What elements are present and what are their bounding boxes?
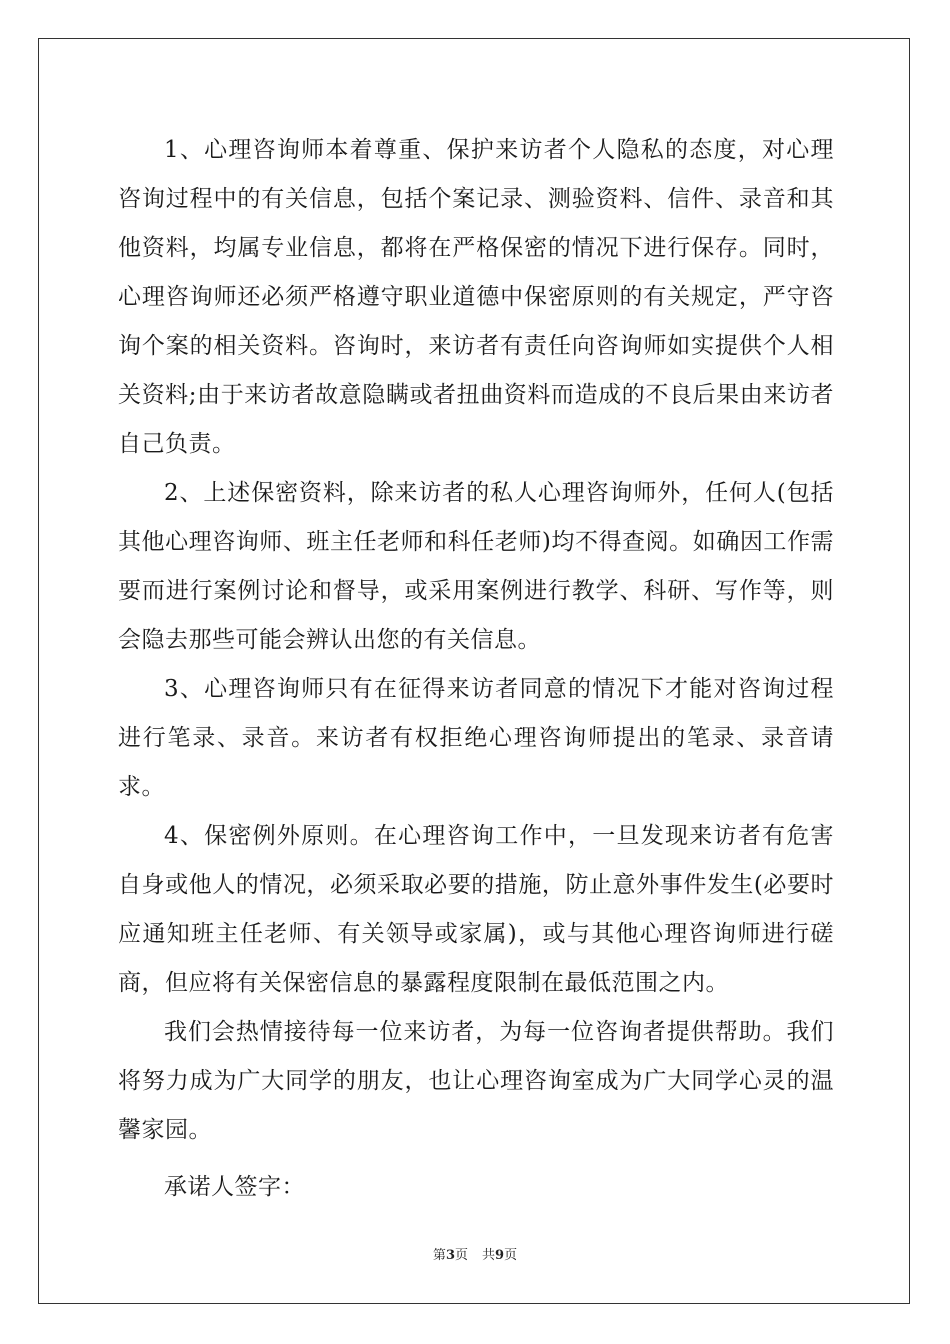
page-footer [0,1244,950,1263]
paragraph-2: 2、上述保密资料，除来访者的私人心理咨询师外，任何人(包括其他心理咨询师、班主任老师和科任老师)均不得查阅。如确因工作需要而进行案例讨论和督导，或采用案例进行教学、科研、写作等，则会隐去那些可能会辨认出您的有关信息。 [118,480,834,653]
paragraph-5: 我们会热情接待每一位来访者，为每一位咨询者提供帮助。我们将努力成为广大同学的朋友，也让心理咨询室成为广大同学心灵的温馨家园。 [118,1019,834,1143]
page-suffix: 页 [454,1248,468,1263]
paragraph-3: 3、心理咨询师只有在征得来访者同意的情况下才能对咨询过程进行笔录、录音。来访者有权拒绝心理咨询师提出的笔录、录音请求。 [118,676,834,800]
total-suffix: 页 [504,1248,518,1263]
page-prefix: 第 [432,1248,446,1263]
total-prefix: 共 [482,1248,496,1263]
document-body [118,126,834,1212]
total-pages-number: 9 [495,1248,505,1263]
paragraph-1: 1、心理咨询师本着尊重、保护来访者个人隐私的态度，对心理咨询过程中的有关信息，包括个案记录、测验资料、信件、录音和其他资料，均属专业信息，都将在严格保密的情况下进行保存。同时，心理咨询师还必须严格遵守职业道德中保密原则的有关规定，严守咨询个案的相关资料。咨询时，来访者有责任向咨询师如实提供个人相关资料;由于来访者故意隐瞒或者扭曲资料而造成的不良后果由来访者自己负责。 [118,137,834,457]
paragraph-4: 4、保密例外原则。在心理咨询工作中，一旦发现来访者有危害自身或他人的情况，必须采取必要的措施，防止意外事件发生(必要时应通知班主任老师、有关领导或家属)，或与其他心理咨询师进行磋商，但应将有关保密信息的暴露程度限制在最低范围之内。 [118,823,834,996]
signature-label: 承诺人签字： [164,1174,305,1200]
current-page-number: 3 [445,1248,455,1263]
